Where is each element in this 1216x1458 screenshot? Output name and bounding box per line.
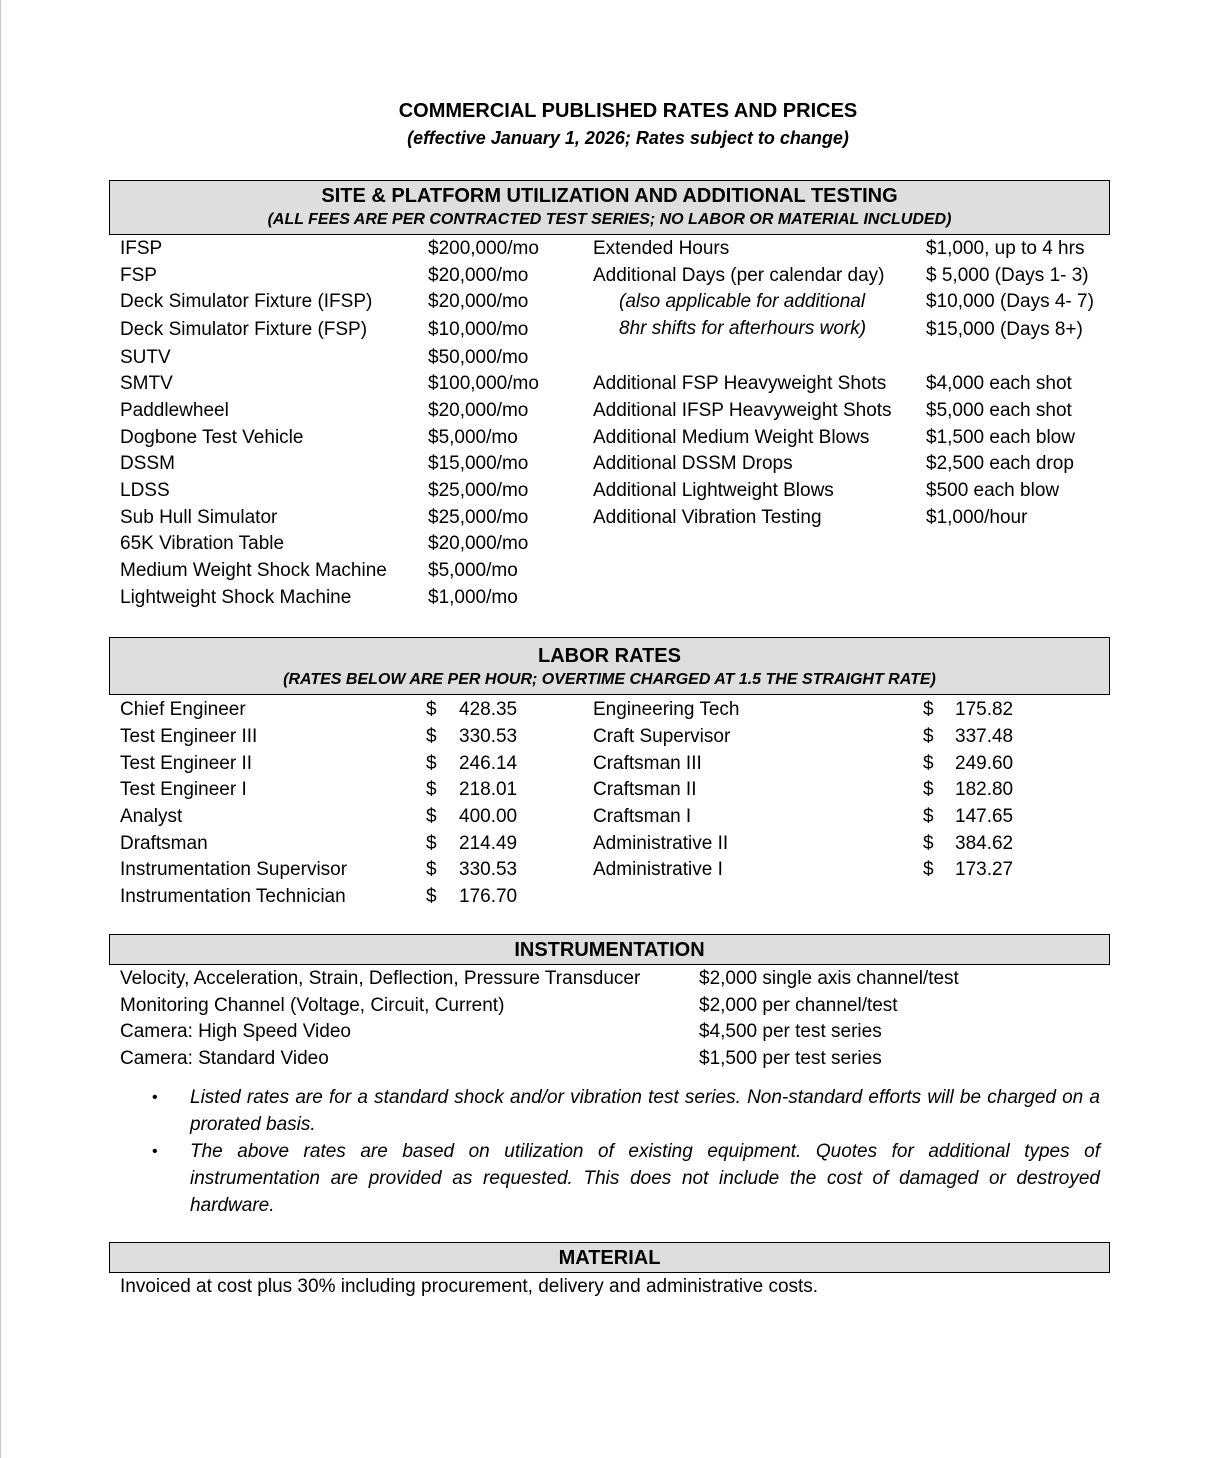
item-name: Additional Days (per calendar day) — [593, 265, 885, 286]
item-price: $500 each blow — [926, 480, 1060, 501]
labor-section-title: LABOR RATES — [538, 645, 681, 667]
currency-symbol: $ — [426, 699, 437, 720]
currency-symbol: $ — [426, 859, 437, 880]
list-item — [120, 399, 229, 423]
labor-rate: 214.49 — [459, 833, 518, 854]
labor-section-subtitle: (RATES BELOW ARE PER HOUR; OVERTIME CHARGED AT 1.5 THE STRAIGHT RATE) — [283, 671, 936, 688]
labor-role: Draftsman — [120, 833, 208, 854]
item-price: $2,500 each drop — [926, 453, 1074, 474]
item-price: $1,500 each blow — [926, 427, 1075, 448]
instrument-price: $2,000 single axis channel/test — [699, 968, 959, 989]
page-edge — [0, 0, 1, 1458]
labor-rate: 249.60 — [955, 753, 1014, 774]
list-item — [120, 318, 367, 342]
item-price: $ 5,000 (Days 1- 3) — [926, 265, 1089, 286]
currency-symbol: $ — [426, 779, 437, 800]
currency-symbol: $ — [426, 753, 437, 774]
bullet-icon: • — [152, 1089, 158, 1106]
labor-section-header — [109, 637, 1110, 695]
material-section-header — [109, 1242, 1110, 1273]
site-section-title: SITE & PLATFORM UTILIZATION AND ADDITIONAL TESTING — [321, 185, 898, 207]
instrument-price: $2,000 per channel/test — [699, 995, 898, 1016]
item-price: $25,000/mo — [428, 507, 529, 528]
list-item — [120, 532, 284, 556]
document-title: COMMERCIAL PUBLISHED RATES AND PRICES — [398, 100, 858, 122]
bullet-icon: • — [152, 1143, 158, 1160]
list-item — [120, 559, 387, 583]
item-price: $20,000/mo — [428, 265, 529, 286]
item-name: 65K Vibration Table — [120, 533, 285, 554]
site-section-subtitle: (ALL FEES ARE PER CONTRACTED TEST SERIES; NO LABOR OR MATERIAL INCLUDED) — [267, 211, 952, 228]
item-name: DSSM — [120, 453, 175, 474]
currency-symbol: $ — [426, 726, 437, 747]
item-price: $25,000/mo — [428, 480, 529, 501]
item-price: $5,000/mo — [428, 560, 518, 581]
item-price: $20,000/mo — [428, 291, 529, 312]
item-name: Deck Simulator Fixture (IFSP) — [120, 291, 373, 312]
instrumentation-section-title: INSTRUMENTATION — [514, 939, 705, 961]
item-name: Additional IFSP Heavyweight Shots — [593, 400, 892, 421]
item-note: 8hr shifts for afterhours work) — [619, 318, 867, 339]
item-name: Additional Medium Weight Blows — [593, 427, 870, 448]
list-item — [120, 586, 351, 610]
labor-rate: 175.82 — [955, 699, 1014, 720]
item-name: Dogbone Test Vehicle — [120, 427, 304, 448]
labor-rate: 246.14 — [459, 753, 518, 774]
labor-rate: 173.27 — [955, 859, 1014, 880]
labor-role: Test Engineer I — [120, 779, 247, 800]
item-name: Additional Lightweight Blows — [593, 480, 834, 501]
material-section-title: MATERIAL — [558, 1247, 661, 1269]
document-subtitle: (effective January 1, 2026; Rates subject to change) — [407, 128, 849, 148]
item-name: Additional Vibration Testing — [593, 507, 822, 528]
item-name: SUTV — [120, 347, 171, 368]
currency-symbol: $ — [923, 833, 934, 854]
item-price: $5,000 each shot — [926, 400, 1072, 421]
item-name: IFSP — [120, 238, 163, 259]
item-name: Deck Simulator Fixture (FSP) — [120, 319, 368, 340]
item-price: $200,000/mo — [428, 238, 539, 259]
instrument-name: Camera: Standard Video — [120, 1048, 329, 1069]
labor-role: Craftsman I — [593, 806, 692, 827]
currency-symbol: $ — [426, 886, 437, 907]
labor-role: Test Engineer III — [120, 726, 258, 747]
item-price: $1,000, up to 4 hrs — [926, 238, 1085, 259]
site-section-header — [109, 180, 1110, 235]
currency-symbol: $ — [923, 779, 934, 800]
item-note: (also applicable for additional — [619, 291, 866, 312]
currency-symbol: $ — [923, 806, 934, 827]
labor-role: Chief Engineer — [120, 699, 246, 720]
labor-rate: 337.48 — [955, 726, 1014, 747]
instrument-name: Monitoring Channel (Voltage, Circuit, Current) — [120, 995, 505, 1016]
labor-role: Craftsman II — [593, 779, 697, 800]
item-name: Sub Hull Simulator — [120, 507, 278, 528]
labor-rate: 400.00 — [459, 806, 518, 827]
item-price: $5,000/mo — [428, 427, 518, 448]
labor-role: Analyst — [120, 806, 183, 827]
item-name: Lightweight Shock Machine — [120, 587, 352, 608]
item-price: $15,000/mo — [428, 453, 529, 474]
item-price: $10,000/mo — [428, 319, 529, 340]
list-item — [120, 452, 175, 476]
labor-rate: 384.62 — [955, 833, 1014, 854]
item-name: Medium Weight Shock Machine — [120, 560, 387, 581]
list-item — [120, 372, 173, 396]
item-price: $50,000/mo — [428, 347, 529, 368]
list-item — [120, 237, 162, 261]
item-name: Extended Hours — [593, 238, 730, 259]
instrument-name: Camera: High Speed Video — [120, 1021, 351, 1042]
list-item — [120, 426, 303, 450]
item-name: SMTV — [120, 373, 173, 394]
labor-role: Instrumentation Technician — [120, 886, 346, 907]
item-price: $10,000 (Days 4- 7) — [926, 291, 1094, 312]
list-item — [120, 290, 372, 314]
item-price: $100,000/mo — [428, 373, 539, 394]
item-name: FSP — [120, 265, 157, 286]
labor-role: Instrumentation Supervisor — [120, 859, 348, 880]
item-name: Additional FSP Heavyweight Shots — [593, 373, 887, 394]
labor-role: Administrative II — [593, 833, 729, 854]
note-item: The above rates are based on utilization of existing equipment. Quotes for additional types of instrumentation are provided as requested. This does not include the cost of damaged or destroyed hardware. — [190, 1141, 1100, 1216]
item-name: LDSS — [120, 480, 170, 501]
labor-role: Engineering Tech — [593, 699, 740, 720]
item-price: $1,000/hour — [926, 507, 1028, 528]
item-name: Paddlewheel — [120, 400, 229, 421]
list-item — [120, 346, 171, 370]
item-price: $20,000/mo — [428, 533, 529, 554]
item-name: Additional DSSM Drops — [593, 453, 793, 474]
instrumentation-section-header — [109, 934, 1110, 965]
currency-symbol: $ — [923, 699, 934, 720]
currency-symbol: $ — [923, 753, 934, 774]
instrument-price: $1,500 per test series — [699, 1048, 882, 1069]
item-price: $20,000/mo — [428, 400, 529, 421]
labor-role: Administrative I — [593, 859, 723, 880]
labor-rate: 176.70 — [459, 886, 518, 907]
labor-rate: 182.80 — [955, 779, 1014, 800]
item-price: $15,000 (Days 8+) — [926, 319, 1083, 340]
labor-role: Craft Supervisor — [593, 726, 731, 747]
material-text: Invoiced at cost plus 30% including procurement, delivery and administrative costs. — [120, 1276, 819, 1297]
instrument-price: $4,500 per test series — [699, 1021, 882, 1042]
list-item — [120, 479, 170, 503]
item-price: $4,000 each shot — [926, 373, 1072, 394]
labor-rate: 330.53 — [459, 726, 518, 747]
currency-symbol: $ — [923, 859, 934, 880]
labor-rate: 147.65 — [955, 806, 1014, 827]
labor-role: Test Engineer II — [120, 753, 253, 774]
item-price: $1,000/mo — [428, 587, 518, 608]
instrument-name: Velocity, Acceleration, Strain, Deflection, Pressure Transducer — [120, 968, 641, 989]
labor-role: Craftsman III — [593, 753, 702, 774]
currency-symbol: $ — [923, 726, 934, 747]
labor-rate: 218.01 — [459, 779, 518, 800]
currency-symbol: $ — [426, 806, 437, 827]
list-item — [120, 264, 157, 288]
currency-symbol: $ — [426, 833, 437, 854]
note-item: Listed rates are for a standard shock and/or vibration test series. Non-standard efforts will be charged on a prorated basis. — [190, 1087, 1100, 1135]
labor-rate: 428.35 — [459, 699, 518, 720]
labor-rate: 330.53 — [459, 859, 518, 880]
list-item — [120, 506, 277, 530]
